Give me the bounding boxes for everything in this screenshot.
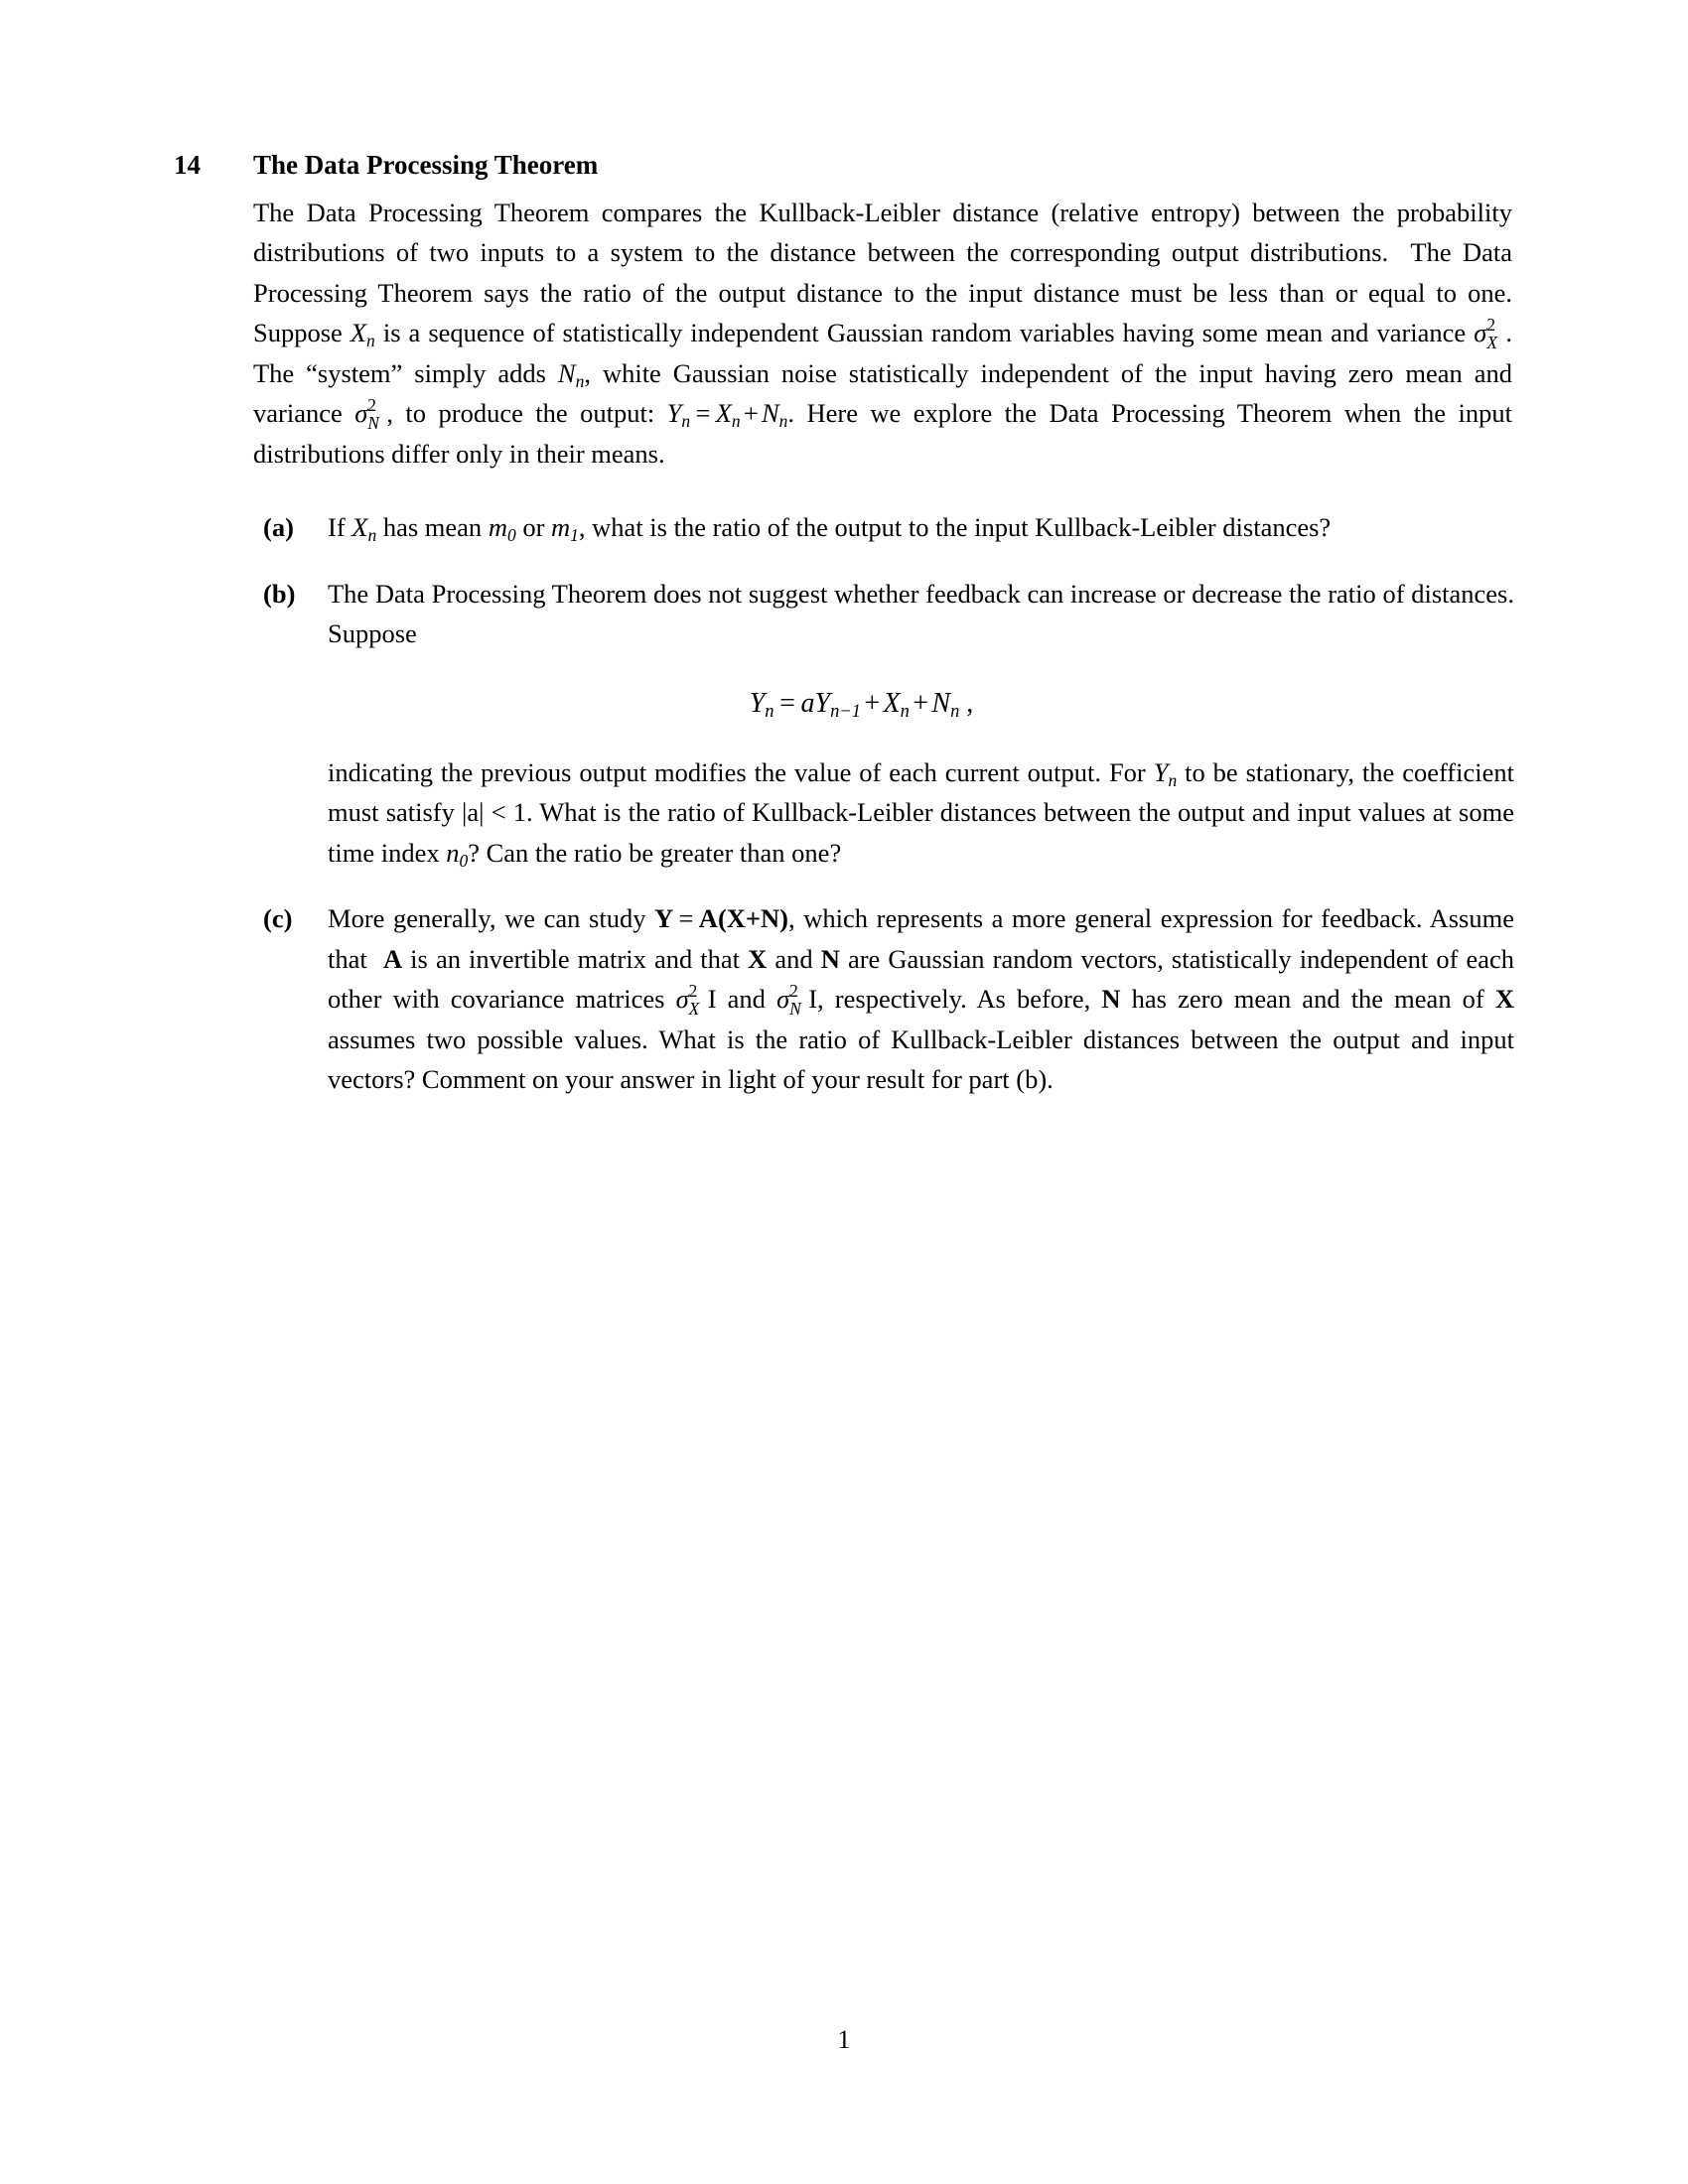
question-b-body	[328, 574, 1514, 874]
math-var-N-n: $N_n$	[557, 357, 585, 391]
qc-seg-8: assumes two possible values. What is the ratio of Kullback-Leibler distances between the output and input vectors? Comment on your answer in light of your result for part (b).	[328, 1024, 1514, 1095]
intro-segment-1: The Data Processing Theorem compares the Kullback-Leibler distance (relative entropy) between the probability distributions of two inputs to a system to the distance between the corresponding output distributions.	[253, 197, 1512, 268]
qb-paragraph-1	[328, 574, 1514, 654]
math-plus: +	[745, 903, 762, 934]
qc-seg-5: and	[727, 984, 766, 1015]
intro-segment-7: . Here we explore the Data Processing Theorem when the input distributions differ only in their means.	[253, 398, 1512, 469]
section-number: 14	[174, 150, 201, 180]
qb-seg-4: . What is the ratio of Kullback-Leibler distances between the output and input values at some time index	[328, 797, 1514, 868]
qc-seg-4: are Gaussian random vectors, statistically independent of each other with covariance matrices	[328, 943, 1515, 1015]
math-vector-N: N	[761, 903, 780, 934]
math-vector-N: N	[1101, 984, 1121, 1015]
math-matrix-A: A	[382, 943, 403, 974]
intro-segment-2: The Data Processing Theorem says the ratio of the output distance to the input distance must be less than or equal to one. Suppose	[253, 237, 1512, 348]
math-abs-a: |a|	[462, 797, 485, 828]
intro-segment-6: , to produce the output:	[386, 398, 655, 429]
math-var-m-0: $m_0$	[488, 512, 516, 546]
math-matrix-A: A	[698, 903, 718, 934]
qb-seg-5: ? Can the ratio be greater than one?	[468, 837, 842, 868]
math-open-paren: (	[717, 903, 727, 934]
question-a-body	[328, 507, 1514, 548]
question-list	[263, 507, 1514, 1100]
math-sigma-X-squared-I: σ 2 X I	[675, 981, 717, 1020]
math-sigma-X-squared: σ 2 X	[1474, 314, 1497, 353]
qc-seg-1: More generally, we can study	[328, 903, 646, 934]
qa-seg-4: , what is the ratio of the output to the input Kullback-Leibler distances?	[578, 512, 1332, 543]
qa-seg-3: or	[522, 512, 545, 543]
page-content	[174, 149, 1515, 1126]
qc-seg-6: , respectively. As before,	[817, 984, 1091, 1015]
question-c-label: (c)	[263, 903, 293, 934]
qb-seg-2: indicating the previous output modifies the value of each current output. For	[328, 756, 1146, 787]
qb-seg-3: to be stationary, the coefficient must satisfy	[328, 756, 1514, 828]
section-heading	[174, 149, 1512, 183]
math-vector-X: X	[1494, 984, 1515, 1015]
math-var-n-0: $n_0$	[446, 837, 469, 871]
math-vector-X: X	[726, 903, 746, 934]
qb-seg-1: The Data Processing Theorem does not suggest whether feedback can increase or decrease the ratio of distances. Suppose	[328, 578, 1514, 649]
math-sigma-N-squared-I: σ 2 N I	[776, 981, 818, 1020]
math-vector-N: N	[820, 943, 840, 974]
question-c-body	[328, 898, 1514, 1100]
qc-seg-2: , which represents a more general expression for feedback. Assume that	[328, 903, 1514, 974]
math-var-X-n: $X_n$	[350, 318, 375, 351]
math-vector-X: X	[748, 943, 768, 974]
math-var-Y-n: $Y_n$	[1153, 756, 1178, 790]
qa-seg-1: If	[328, 512, 346, 543]
qc-seg-7: has zero mean and the mean of	[1131, 984, 1484, 1015]
qa-seg-2: has mean	[382, 512, 483, 543]
math-close-paren: )	[779, 903, 788, 934]
section-title: The Data Processing Theorem	[253, 150, 599, 180]
qc-and-1: and	[774, 943, 813, 974]
math-vector-Y: Y	[654, 903, 674, 934]
math-var-m-1: $m_1$	[551, 512, 579, 546]
display-equation-recursion: $Y_n = aY_{n-1} + X_n + N_n$ ,	[749, 687, 974, 721]
question-b-label: (b)	[263, 578, 296, 609]
math-var-X-n: $X_n$	[352, 512, 377, 546]
intro-paragraph	[253, 193, 1512, 475]
intro-segment-4: . The “system” simply adds	[253, 318, 1513, 388]
intro-segment-3: is a sequence of statistically independent Gaussian random variables having some mean and variance	[382, 318, 1467, 348]
math-one: 1	[512, 797, 526, 828]
qc-seg-3: is an invertible matrix and that	[410, 943, 741, 974]
question-b	[263, 574, 1514, 874]
page-number: 1	[837, 2025, 851, 2054]
math-output-equation: $Y_n = X_n + N_n$	[666, 398, 788, 432]
question-a	[263, 507, 1514, 548]
question-a-label: (a)	[263, 512, 294, 543]
math-sigma-N-squared: σ 2 N	[354, 394, 379, 434]
intro-segment-5: , white Gaussian noise statistically independent of the input having zero mean and variance	[253, 357, 1513, 429]
qb-paragraph-2	[328, 752, 1514, 874]
math-equals: =	[678, 903, 694, 934]
math-less-than: <	[491, 797, 506, 828]
question-c	[263, 898, 1514, 1100]
